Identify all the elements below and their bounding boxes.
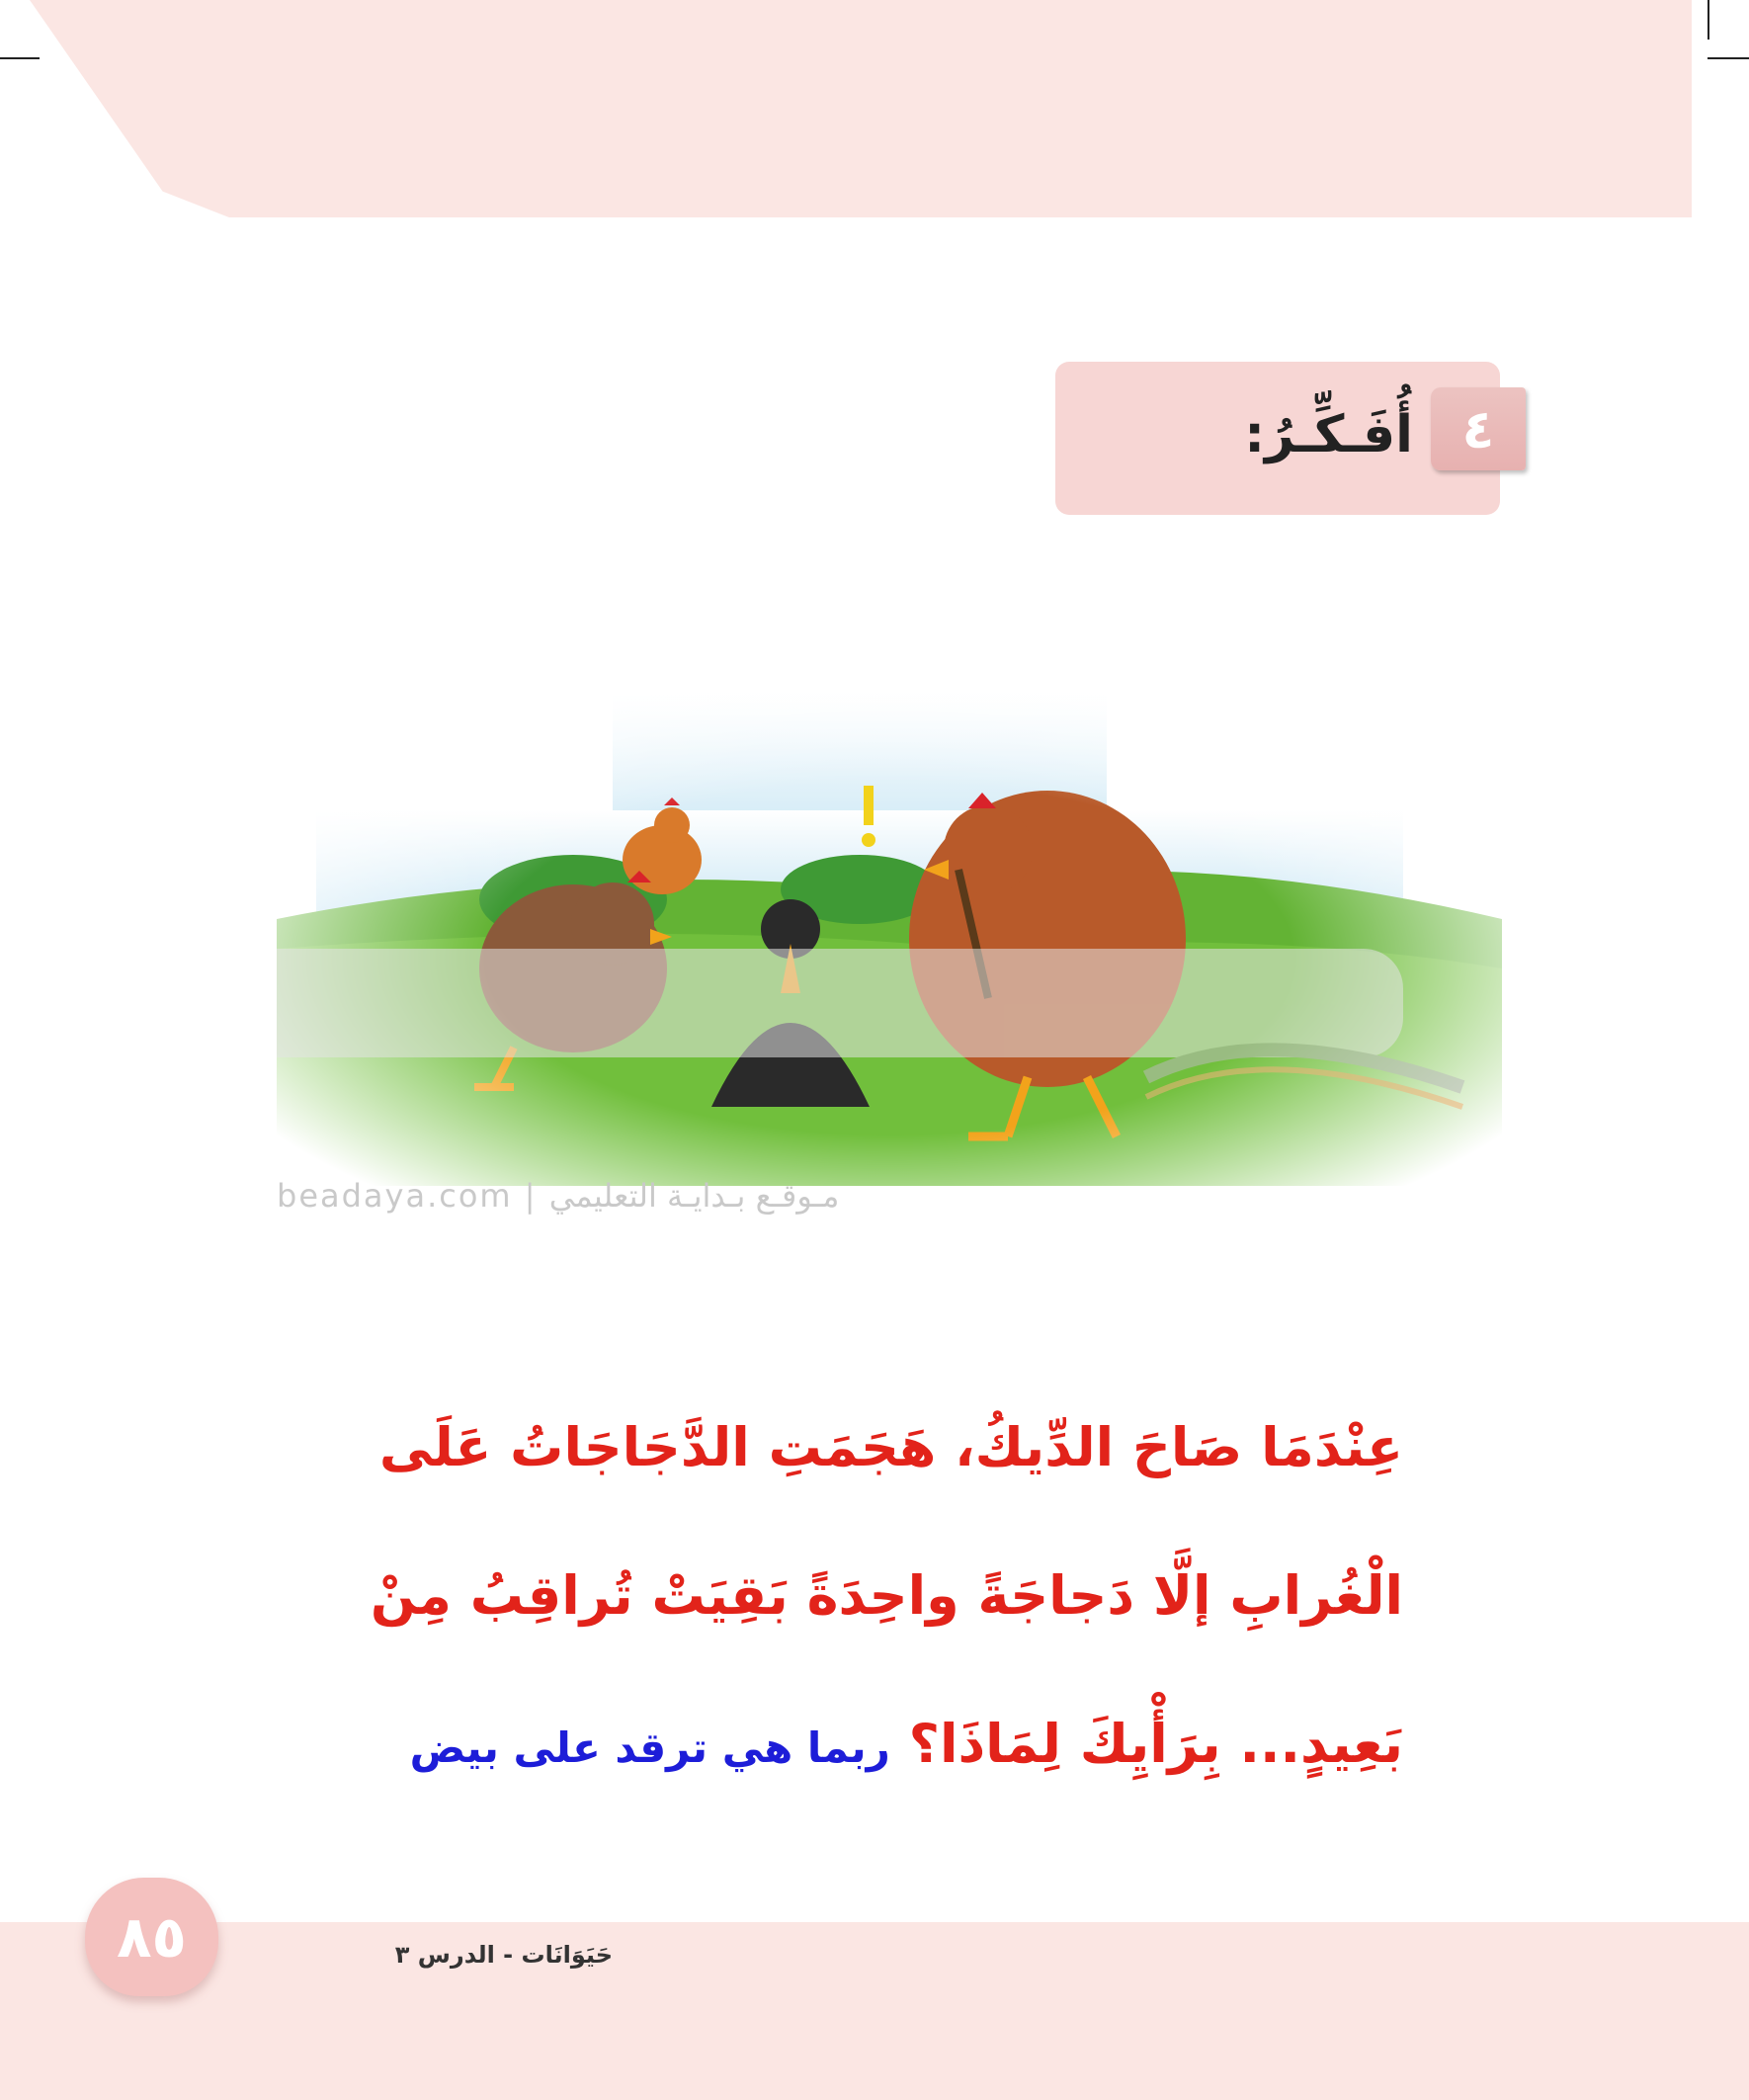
header-band xyxy=(30,0,1692,217)
story-line-3 xyxy=(395,1670,1403,1818)
lesson-label: حَيَوَانَات - الدرس ٣ xyxy=(394,1941,613,1969)
handwritten-answer: ربما هي ترقد على بيض xyxy=(409,1723,890,1772)
watermark-url: beadaya.com | مـوقـع بـدايـة التعليمي xyxy=(277,1177,840,1215)
story-paragraph xyxy=(370,1374,1403,1818)
crop-mark xyxy=(1707,0,1709,40)
crop-mark xyxy=(0,57,40,59)
page-number: ٨٥ xyxy=(85,1878,218,1996)
section-title: أُفَـكِّـرُ: xyxy=(1244,405,1413,464)
story-line-2: الْغُرابِ إلَّا دَجاجَةً واحِدَةً بَقِيَتْ تُراقِبُ مِنْ xyxy=(370,1564,1403,1627)
chickens-attacking-crow-illustration xyxy=(277,692,1502,1225)
crop-mark xyxy=(1707,57,1749,59)
story-question: بَعِيدٍ... بِرَأْيِكَ لِمَاذَا؟ xyxy=(908,1713,1403,1775)
footer-band xyxy=(0,1922,1749,2100)
section-number-badge: ٤ xyxy=(1431,387,1526,470)
story-line-1: عِنْدَمَا صَاحَ الدِّيكُ، هَجَمَتِ الدَّجَاجَاتُ عَلَى xyxy=(378,1416,1403,1478)
